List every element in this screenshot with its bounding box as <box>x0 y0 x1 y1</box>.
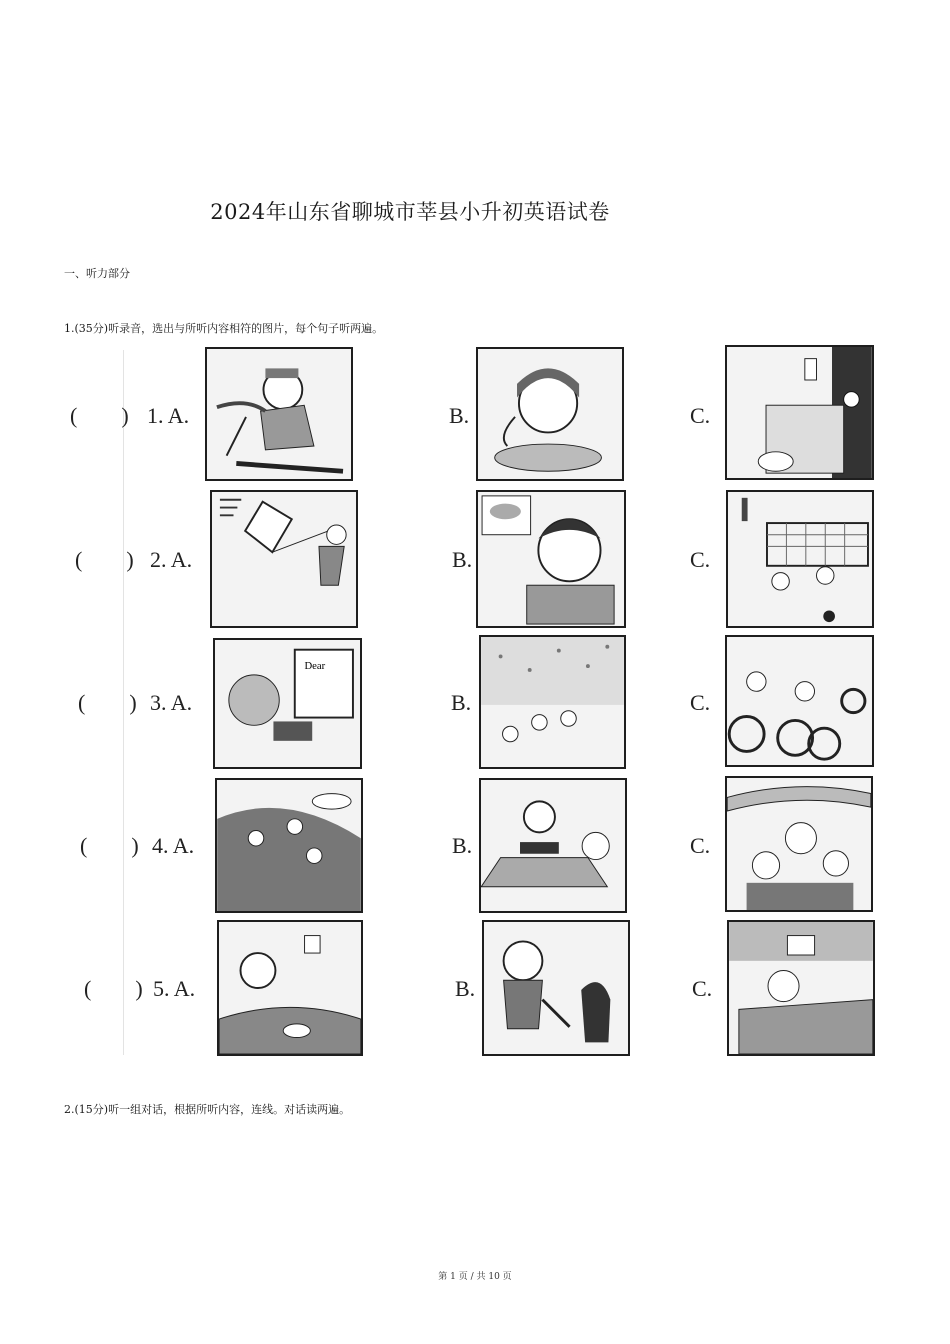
option-c-label: C. <box>692 976 713 1001</box>
option-c-label: C. <box>690 833 711 858</box>
exam-title: 2024年山东省聊城市莘县小升初英语试卷 <box>210 200 610 224</box>
picture-3c-riding-bikes[interactable] <box>725 635 874 767</box>
option-b-label: B. <box>452 833 473 858</box>
question-2-prompt: 2.(15分)听一组对话，根据所听内容，连线。对话读两遍。 <box>64 1103 351 1116</box>
picture-1b-girl-washing[interactable] <box>476 347 624 481</box>
picture-3a-computer[interactable] <box>213 638 362 769</box>
picture-1c-kitchen[interactable] <box>725 345 874 480</box>
item-number-option-a: 4. A. <box>152 833 195 858</box>
option-b-label: B. <box>455 976 476 1001</box>
picture-4a-hill[interactable] <box>215 778 363 913</box>
picture-5a-eating[interactable] <box>217 920 363 1056</box>
screen-text: Dear <box>304 661 326 673</box>
option-b-label: B. <box>452 547 473 572</box>
item-number-option-a: 2. A. <box>150 547 193 572</box>
answer-paren[interactable]: ( ) <box>70 403 129 428</box>
option-c-label: C. <box>690 403 711 428</box>
option-b-label: B. <box>449 403 470 428</box>
picture-3b-snow[interactable] <box>479 635 626 769</box>
picture-5c-girl-sleeping[interactable] <box>727 920 875 1056</box>
answer-paren[interactable]: ( ) <box>84 976 143 1001</box>
option-b-label: B. <box>451 690 472 715</box>
picture-4b-classroom[interactable] <box>479 778 627 913</box>
picture-5b-boy-with-dog[interactable] <box>482 920 630 1056</box>
item-number-option-a: 1. A. <box>147 403 190 428</box>
picture-1a-skiing[interactable] <box>205 347 353 481</box>
picture-2b-boy-reading[interactable] <box>476 490 626 628</box>
option-c-label: C. <box>690 690 711 715</box>
page-number: 第 1 页 / 共 10 页 <box>438 1272 512 1282</box>
answer-paren[interactable]: ( ) <box>80 833 139 858</box>
question-1-prompt: 1.(35分)听录音，选出与所听内容相符的图片，每个句子听两遍。 <box>64 322 384 335</box>
option-c-label: C. <box>690 547 711 572</box>
answer-paren[interactable]: ( ) <box>78 690 137 715</box>
item-number-option-a: 5. A. <box>153 976 196 1001</box>
section-heading: 一、听力部分 <box>64 267 130 280</box>
answer-paren[interactable]: ( ) <box>75 547 134 572</box>
picture-4c-airplane[interactable] <box>725 776 873 912</box>
picture-2c-playing-ball[interactable] <box>726 490 874 628</box>
item-number-option-a: 3. A. <box>150 690 193 715</box>
picture-2a-flying-kite[interactable] <box>210 490 358 628</box>
